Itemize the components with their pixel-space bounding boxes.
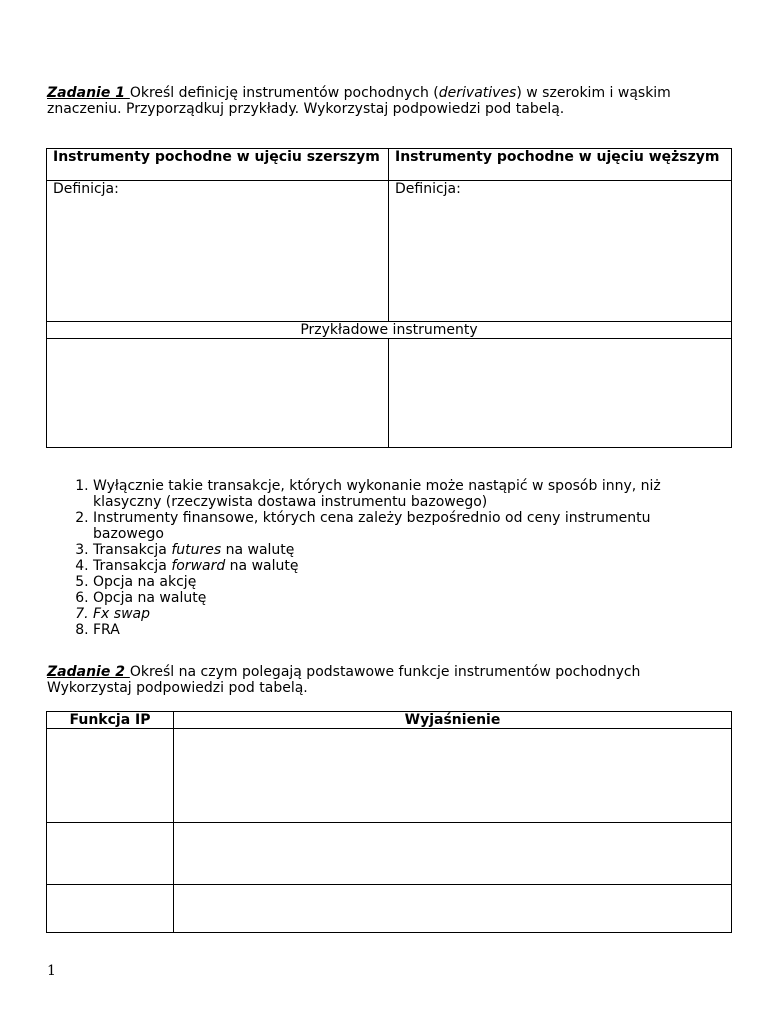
hint-item: [93, 606, 687, 622]
header-narrow: Instrumenty pochodne w ujęciu węższym: [389, 149, 732, 181]
task2-instruction: [47, 664, 727, 696]
task1-instruction: [47, 85, 727, 117]
header-broad: Instrumenty pochodne w ujęciu szerszym: [47, 149, 389, 181]
task2-text-line1: Określ na czym polegają podstawowe funkcje instrumentów pochodnych: [129, 664, 641, 680]
examples-narrow-cell[interactable]: [389, 339, 732, 448]
hint-text-italic: Fx swap: [93, 606, 150, 622]
function-cell-1[interactable]: [47, 729, 174, 823]
task1-text-after: ) w szerokim i wąskim znaczeniu. Przyporządkuj przykłady. Wykorzystaj podpowiedzi pod tabelą.: [47, 85, 671, 117]
hint-text: Wyłącznie takie transakcje, których wykonanie może nastąpić w sposób inny, niż klasyczny (rzeczywista dostawa instrumentu bazowego): [93, 478, 661, 510]
explanation-cell-2[interactable]: [174, 823, 732, 885]
hint-item: [93, 574, 687, 590]
task2-text-line2: Wykorzystaj podpowiedzi pod tabelą.: [47, 680, 308, 696]
function-cell-3[interactable]: [47, 885, 174, 933]
hint-text-italic: futures: [171, 542, 222, 558]
hint-text: Transakcja: [93, 558, 172, 574]
page-number: 1: [47, 963, 56, 979]
hint-text-italic: forward: [171, 558, 226, 574]
hint-item: [93, 622, 687, 638]
hint-text: Opcja na walutę: [93, 590, 207, 606]
task1-text-before: Określ definicję instrumentów pochodnych (: [129, 85, 439, 101]
task1-label: Zadanie 1: [47, 85, 130, 101]
definition-narrow-cell[interactable]: Definicja:: [389, 181, 732, 322]
task1-text-italic: derivatives: [438, 85, 517, 101]
hint-item: [93, 510, 687, 542]
function-cell-2[interactable]: [47, 823, 174, 885]
hint-text: Transakcja: [93, 542, 172, 558]
task2-label: Zadanie 2: [47, 664, 130, 680]
hint-item: [93, 590, 687, 606]
col-explanation-header: Wyjaśnienie: [174, 712, 732, 729]
examples-broad-cell[interactable]: [47, 339, 389, 448]
hint-text-after: na walutę: [221, 542, 295, 558]
explanation-cell-3[interactable]: [174, 885, 732, 933]
examples-label: Przykładowe instrumenty: [47, 322, 732, 339]
hint-item: [93, 478, 687, 510]
explanation-cell-1[interactable]: [174, 729, 732, 823]
col-function-header: Funkcja IP: [47, 712, 174, 729]
hint-text: FRA: [93, 622, 120, 638]
hint-item: [93, 558, 687, 574]
hints-list-container: [47, 478, 687, 638]
hint-item: [93, 542, 687, 558]
hints-list: [47, 478, 687, 638]
task2-table: [46, 711, 732, 933]
definition-broad-cell[interactable]: Definicja:: [47, 181, 389, 322]
hint-text-after: na walutę: [225, 558, 299, 574]
task1-table: [46, 148, 732, 448]
hint-text: Opcja na akcję: [93, 574, 197, 590]
hint-text: Instrumenty finansowe, których cena zależy bezpośrednio od ceny instrumentu bazowego: [93, 510, 651, 542]
